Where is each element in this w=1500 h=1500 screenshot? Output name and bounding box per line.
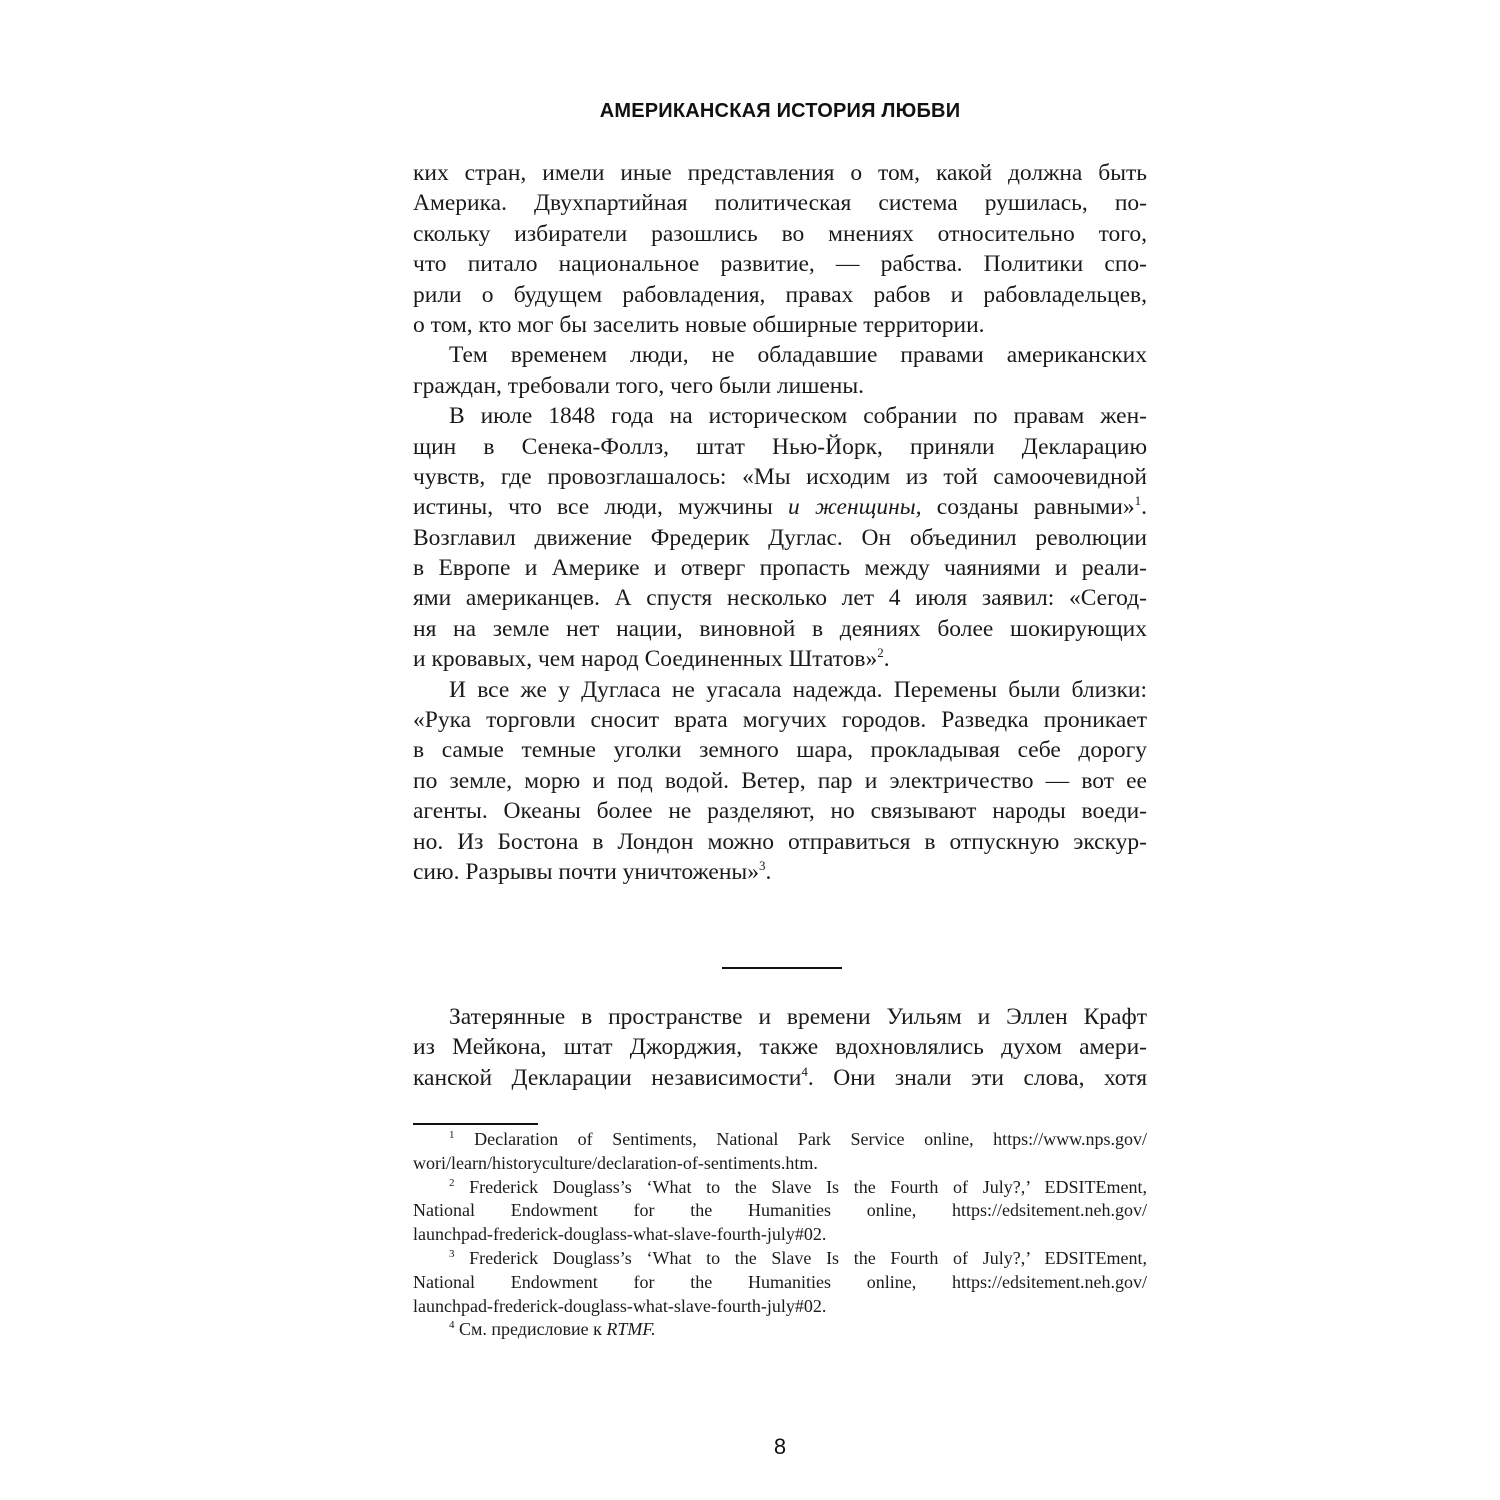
text-line: Возглавил движение Фредерик Дуглас. Он объединил революции xyxy=(413,524,1147,551)
emphasis-text: и женщины, xyxy=(788,494,922,521)
text-line: в Европе и Америке и отверг пропасть между чаяниями и реали- xyxy=(413,555,1147,582)
text-run: . Они знали эти слова, хотя xyxy=(807,1064,1148,1091)
text-line: ня на земле нет нации, виновной в деяниях более шокирующих xyxy=(413,615,1147,642)
footnote-rule xyxy=(413,1123,538,1125)
footnote-number: 3 xyxy=(449,1247,455,1260)
text-line: Америка. Двухпартийная политическая система рушилась, по- xyxy=(413,190,1147,217)
text-line xyxy=(413,644,1147,674)
text-run: . xyxy=(1141,494,1147,521)
footnote-text: Declaration of Sentiments, National Park Service online, https://www.nps.gov/ xyxy=(474,1129,1148,1149)
text-line: скольку избиратели разошлись во мнениях относительно того, xyxy=(413,220,1147,247)
text-line: И все же у Дугласа не угасала надежда. Перемены были близки: xyxy=(449,676,1147,703)
running-head: АМЕРИКАНСКАЯ ИСТОРИЯ ЛЮБВИ xyxy=(599,100,961,122)
footnote-ref-3[interactable]: 3 xyxy=(758,857,766,873)
text-line: В июле 1848 года на историческом собрании по правам жен- xyxy=(449,403,1147,430)
text-line: из Мейкона, штат Джорджия, также вдохновлялись духом амери- xyxy=(413,1034,1147,1061)
page-number: 8 xyxy=(773,1434,787,1459)
text-line: в самые темные уголки земного шара, прокладывая себе дорогу xyxy=(413,737,1147,764)
footnote-3 xyxy=(413,1247,1147,1271)
book-page xyxy=(413,0,1147,1500)
footnote-line: National Endowment for the Humanities online, https://edsitement.neh.gov/ xyxy=(413,1200,1147,1221)
text-line: ями американцев. А спустя несколько лет 4 июля заявил: «Сегод- xyxy=(413,585,1147,612)
footnote-text: Frederick Douglass’s ‘What to the Slave Is the Fourth of July?,’ EDSITEment, xyxy=(469,1247,1147,1268)
footnote-ref-1[interactable]: 1 xyxy=(1134,493,1142,509)
text-line: что питало национальное развитие, — рабства. Политики спо- xyxy=(413,251,1147,278)
text-run: истины, что все люди, мужчины xyxy=(413,494,789,521)
section-divider xyxy=(722,967,842,969)
text-line: Тем временем люди, не обладавшие правами американских xyxy=(449,342,1147,369)
text-line xyxy=(413,857,1147,887)
footnote-1 xyxy=(413,1128,1147,1152)
footnote-emphasis: RTMF. xyxy=(606,1319,656,1340)
text-run: и кровавых, чем народ Соединенных Штатов» xyxy=(413,646,878,673)
text-line xyxy=(413,1063,1147,1093)
text-line: о том, кто мог бы заселить новые обширные территории. xyxy=(413,311,985,338)
main-text-block xyxy=(413,158,1147,887)
footnote-line: National Endowment for the Humanities online, https://edsitement.neh.gov/ xyxy=(413,1271,1147,1292)
footnote-number: 1 xyxy=(449,1129,455,1141)
footnote-number: 4 xyxy=(449,1319,455,1332)
footnote-4 xyxy=(413,1318,1147,1342)
footnote-line: wori/learn/historyculture/declaration-of-sentiments.htm. xyxy=(413,1152,818,1173)
text-run: созданы равными» xyxy=(921,494,1135,521)
footnote-2 xyxy=(413,1176,1147,1200)
second-text-block xyxy=(413,1002,1147,1093)
text-line: но. Из Бостона в Лондон можно отправиться в отпускную экскур- xyxy=(413,828,1147,855)
footnote-ref-4[interactable]: 4 xyxy=(801,1063,808,1079)
footnote-ref-2[interactable]: 2 xyxy=(877,645,884,661)
text-line: рили о будущем рабовладения, правах рабов и рабовладельцев, xyxy=(413,281,1147,308)
footnote-text: См. предисловие к xyxy=(459,1319,607,1340)
footnote-number: 2 xyxy=(449,1176,455,1189)
text-line: агенты. Океаны более не разделяют, но связывают народы воеди- xyxy=(413,798,1147,825)
text-run: . xyxy=(883,646,890,673)
footnote-line: launchpad-frederick-douglass-what-slave-fourth-july#02. xyxy=(413,1295,827,1316)
footnote-text: Frederick Douglass’s ‘What to the Slave Is the Fourth of July?,’ EDSITEment, xyxy=(469,1176,1147,1197)
text-run: канской Декларации независимости xyxy=(413,1064,802,1091)
text-line xyxy=(413,492,1147,522)
footnotes xyxy=(413,1128,1147,1342)
text-line: Затерянные в пространстве и времени Уильям и Эллен Крафт xyxy=(449,1004,1147,1030)
text-run: . xyxy=(765,858,772,885)
text-line: щин в Сенека-Фоллз, штат Нью-Йорк, приняли Декларацию xyxy=(413,433,1147,460)
text-line: «Рука торговли сносит врата могучих городов. Разведка проникает xyxy=(413,707,1147,734)
text-line: по земле, морю и под водой. Ветер, пар и электричество — вот ее xyxy=(413,767,1147,794)
text-run: сию. Разрывы почти уничтожены» xyxy=(413,858,759,885)
text-line: ких стран, имели иные представления о том, какой должна быть xyxy=(413,160,1147,186)
footnote-line: launchpad-frederick-douglass-what-slave-fourth-july#02. xyxy=(413,1224,827,1245)
text-line: чувств, где провозглашалось: «Мы исходим из той самоочевидной xyxy=(413,463,1147,490)
text-line: граждан, требовали того, чего были лишены. xyxy=(413,372,864,399)
